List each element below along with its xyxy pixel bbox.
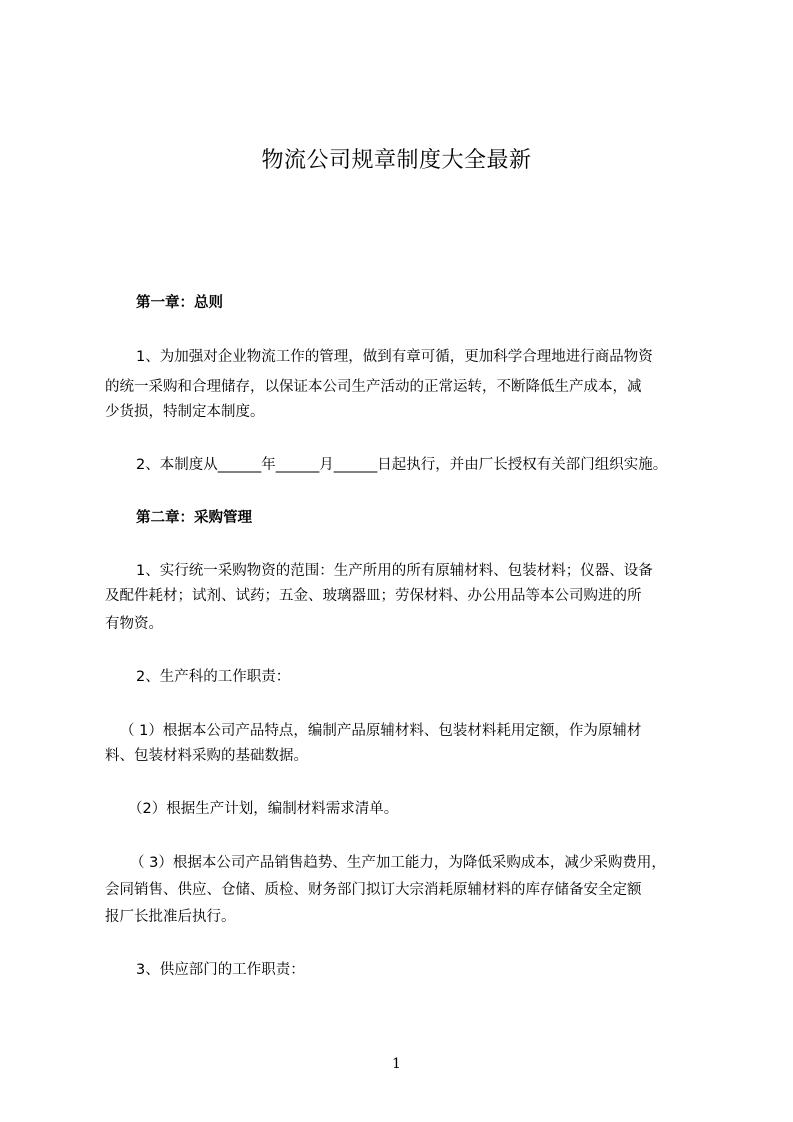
paragraph-line: 的统一采购和合理储存，以保证本公司生产活动的正常运转，不断降低生产成本，减 bbox=[105, 379, 642, 395]
paragraph-line: （ 3）根据本公司产品销售趋势、生产加工能力，为降低采购成本，减少采购费用， bbox=[130, 855, 666, 871]
paragraph-line: （2）根据生产计划，编制材料需求清单。 bbox=[128, 801, 399, 817]
paragraph-line: 3、供应部门的工作职责： bbox=[136, 962, 305, 978]
chapter-1-heading: 第一章：总则 bbox=[136, 295, 223, 311]
document-title: 物流公司规章制度大全最新 bbox=[261, 148, 532, 173]
paragraph-line: 1、为加强对企业物流工作的管理，做到有章可循，更加科学合理地进行商品物资 bbox=[136, 349, 653, 365]
paragraph-line: （ 1）根据本公司产品特点，编制产品原辅材料、包装材料耗用定额，作为原辅材 bbox=[120, 723, 642, 739]
chapter-2-heading: 第二章：采购管理 bbox=[136, 510, 252, 526]
paragraph-line: 料、包装材料采购的基础数据。 bbox=[105, 748, 308, 764]
paragraph-line: 少货损，特制定本制度。 bbox=[105, 404, 265, 420]
page-number: 1 bbox=[392, 1056, 401, 1072]
paragraph-line: 1、实行统一采购物资的范围：生产所用的所有原辅材料、包装材料；仪器、设备 bbox=[136, 563, 653, 579]
paragraph-line: 报厂长批准后执行。 bbox=[105, 909, 236, 925]
paragraph-line: 会同销售、供应、仓储、质检、财务部门拟订大宗消耗原辅材料的库存储备安全定额 bbox=[105, 882, 642, 898]
paragraph-line: 2、本制度从______年______月______日起执行，并由厂长授权有关部门组织实施。 bbox=[136, 457, 668, 473]
paragraph-line: 2、生产科的工作职责： bbox=[136, 669, 291, 685]
paragraph-line: 及配件耗材；试剂、试药；五金、玻璃器皿；劳保材料、办公用品等本公司购进的所 bbox=[105, 588, 642, 604]
paragraph-line: 有物资。 bbox=[105, 616, 163, 632]
